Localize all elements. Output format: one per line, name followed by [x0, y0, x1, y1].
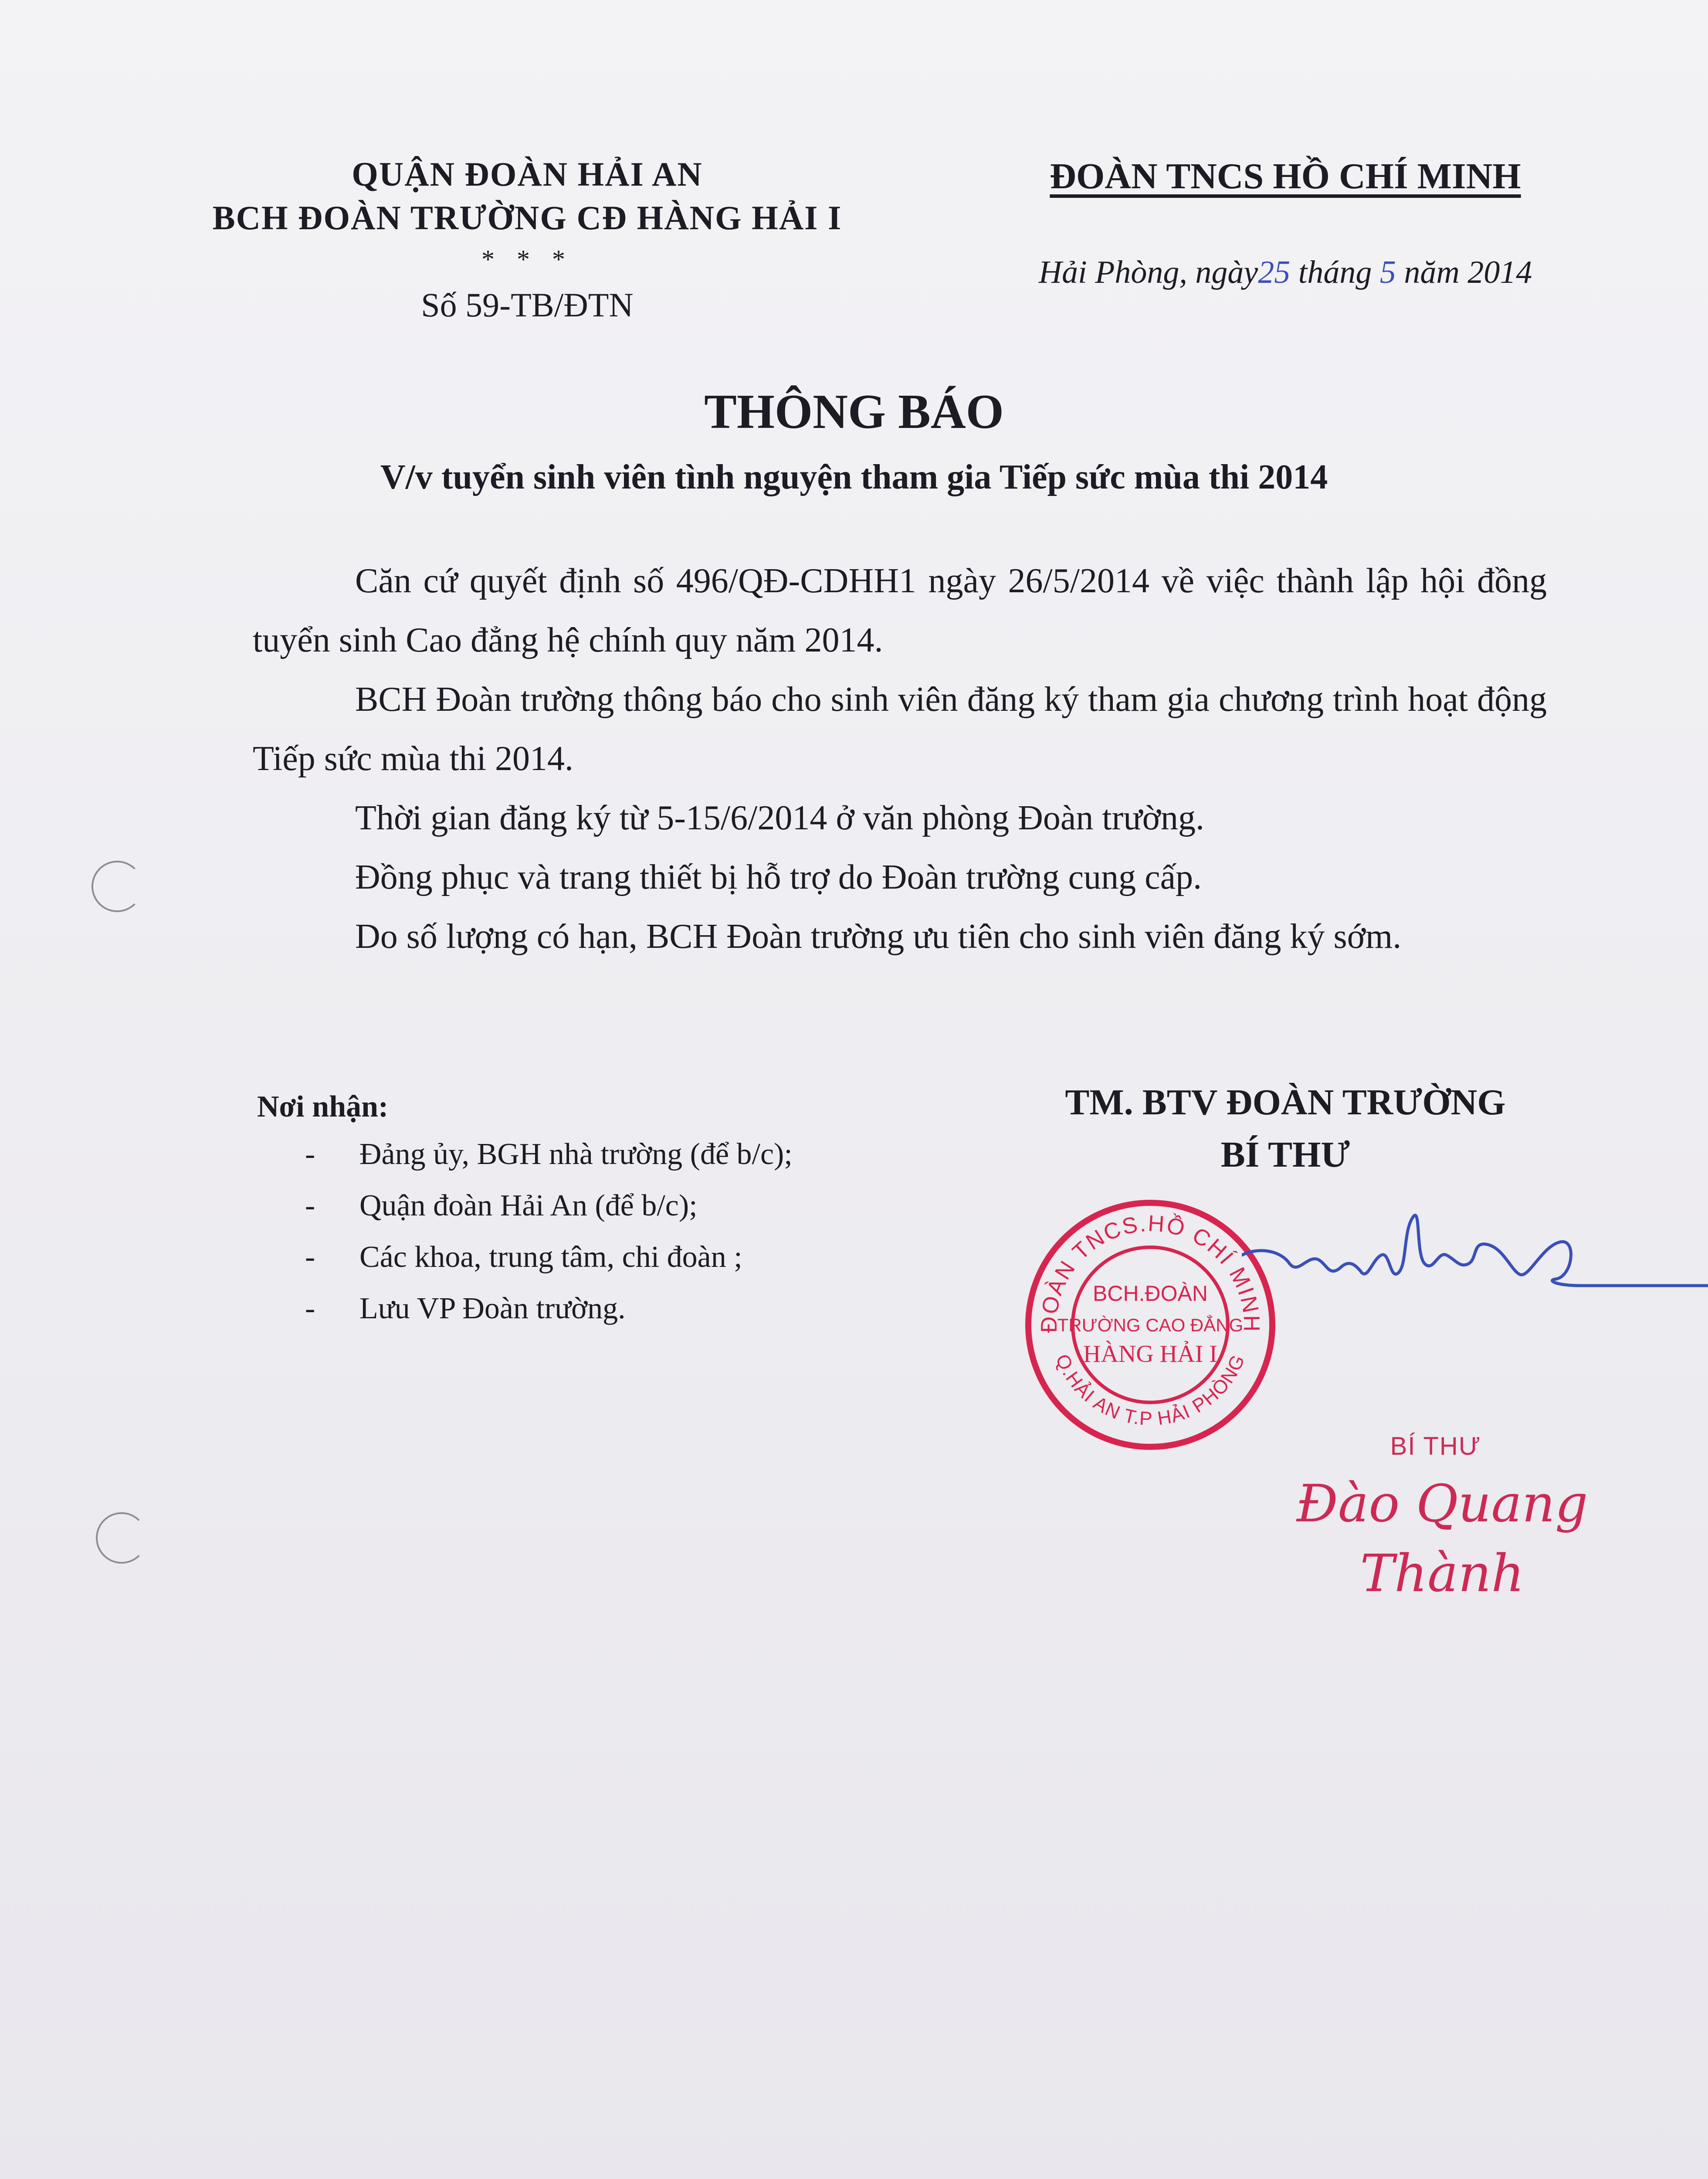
body-paragraph: Do số lượng có hạn, BCH Đoàn trường ưu tiên cho sinh viên đăng ký sớm.: [355, 917, 1402, 956]
body-paragraph: Thời gian đăng ký từ 5-15/6/2014 ở văn phòng Đoàn trường.: [355, 799, 1204, 837]
body-paragraph: Đồng phục và trang thiết bị hỗ trợ do Đoàn trường cung cấp.: [355, 858, 1202, 896]
recipients-block: [257, 1085, 998, 1334]
document-title: THÔNG BÁO: [704, 385, 1004, 439]
recipient-item: - Các khoa, trung tâm, chi đoàn ;: [257, 1232, 998, 1283]
stamp-inner-1: BCH.ĐOÀN: [1093, 1281, 1208, 1306]
date-day: 25: [1258, 255, 1291, 290]
recipients-list: [257, 1129, 998, 1334]
stamp-outer-top: ĐOÀN TNCS.HỒ CHÍ MINH: [1036, 1211, 1264, 1333]
stamp-outer-bottom: Q.HẢI AN T.P HẢI PHÒNG: [1051, 1351, 1250, 1430]
recipients-heading: Nơi nhận:: [257, 1090, 389, 1123]
issuer-line-2: BCH ĐOÀN TRƯỜNG CĐ HÀNG HẢI I: [212, 199, 842, 237]
header-stars: * * *: [481, 245, 573, 274]
signature-title-1: TM. BTV ĐOÀN TRƯỜNG: [1065, 1082, 1506, 1123]
recipient-item: - Lưu VP Đoàn trường.: [257, 1283, 998, 1334]
punch-hole: [92, 861, 143, 912]
body-paragraph: BCH Đoàn trường thông báo cho sinh viên đăng ký tham gia chương trình hoạt động Tiếp sức mùa thi 2014.: [253, 680, 1547, 778]
signature-title-2: BÍ THƯ: [1220, 1134, 1350, 1175]
signer-name: Đào Quang Thành: [1296, 1473, 1588, 1603]
document-subtitle: V/v tuyển sinh viên tình nguyện tham gia Tiếp sức mùa thi 2014: [380, 458, 1328, 496]
issuer-line-1: QUẬN ĐOÀN HẢI AN: [352, 155, 703, 193]
date-month: 5: [1379, 255, 1396, 290]
signature-block: [1002, 1076, 1569, 1181]
document-number: Số 59-TB/ĐTN: [421, 286, 634, 324]
date-prefix: Hải Phòng, ngày: [1038, 255, 1258, 290]
year-suffix: năm 2014: [1396, 255, 1532, 290]
month-prefix: tháng: [1290, 255, 1380, 290]
stamp-inner-3: HÀNG HẢI I: [1083, 1341, 1217, 1368]
org-header: [993, 153, 1577, 296]
issuer-header: [144, 153, 911, 331]
stamp-inner-2: TRƯỜNG CAO ĐẲNG: [1057, 1315, 1244, 1335]
punch-hole: [96, 1512, 147, 1564]
handwritten-signature: [1242, 1203, 1708, 1316]
recipient-item: - Đảng ủy, BGH nhà trường (để b/c);: [257, 1129, 998, 1180]
date-line: [993, 248, 1577, 296]
document-body: [253, 551, 1547, 966]
name-stamp-title: BÍ THƯ: [1390, 1432, 1481, 1460]
body-paragraph: Căn cứ quyết định số 496/QĐ-CDHH1 ngày 26/5/2014 về việc thành lập hội đồng tuyển sinh Cao đẳng hệ chính quy năm 2014.: [253, 562, 1547, 659]
org-name: ĐOÀN TNCS HỒ CHÍ MINH: [1050, 156, 1521, 197]
recipient-item: - Quận đoàn Hải An (để b/c);: [257, 1180, 998, 1232]
